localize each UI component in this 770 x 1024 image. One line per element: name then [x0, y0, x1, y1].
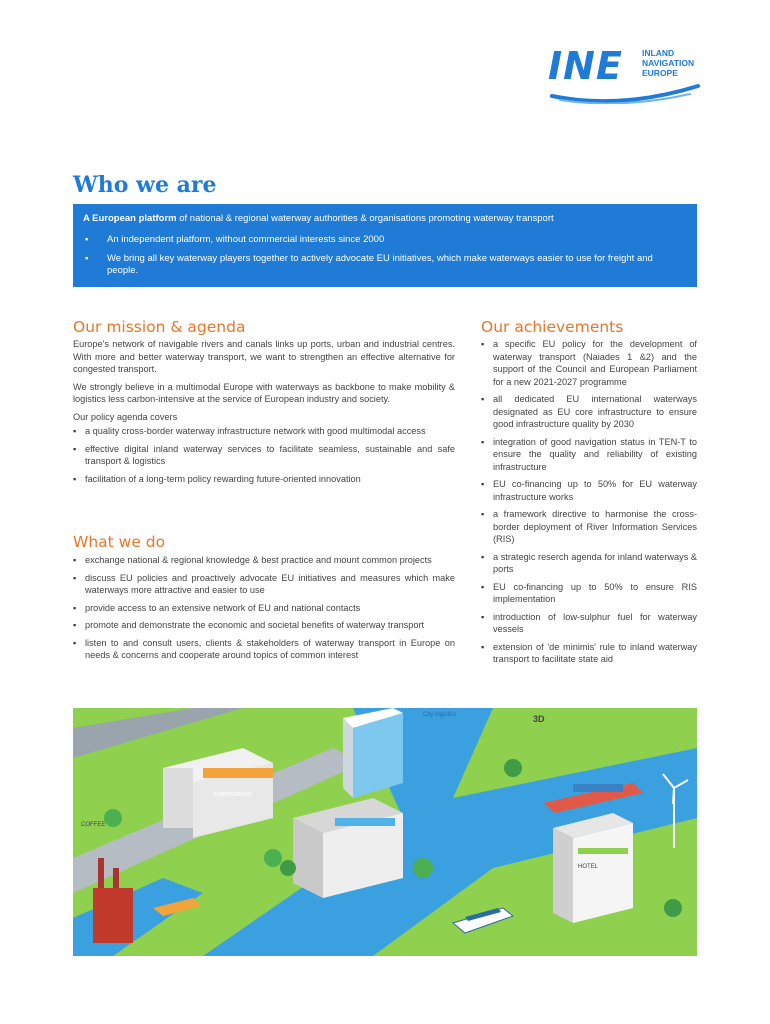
illustration-label: City logistics — [423, 712, 457, 718]
logo-text — [642, 48, 694, 78]
banner-intro-rest: of national & regional waterway authorities & organisations promoting waterway transport — [176, 213, 554, 224]
banner-bullet: ▪ We bring all key waterway players together to actively advocate EU initiatives, which make waterways easier to use for freight and people. — [85, 253, 685, 277]
illustration-label: HOTEL — [578, 864, 599, 870]
whatwedo-bullet: ▪ exchange national & regional knowledge & best practice and mount common projects — [73, 554, 455, 567]
achievement-bullet: ▪ EU co-financing up to 50% for EU waterway infrastructure works — [481, 478, 697, 503]
banner-bullets — [85, 234, 685, 284]
achievement-bullet: ▪ introduction of low-sulphur fuel for waterway vessels — [481, 611, 697, 636]
achievement-bullet: ▪ a specific EU policy for the development of waterway transport (Naiades 1 &2) and the support of the Council and European Parliament for a new 2021-2027 programme — [481, 338, 697, 388]
achievement-bullet: ▪ a strategic reserch agenda for inland waterways & ports — [481, 551, 697, 576]
achievement-bullet: ▪ extension of 'de minimis' rule to inland waterway transport to facilitate state aid — [481, 641, 697, 666]
banner-intro-bold: A European platform — [83, 213, 177, 224]
intro-banner — [73, 204, 697, 287]
achievement-bullet: ▪ all dedicated EU international waterways designated as EU core infrastructure to ensure good infrastructure quality by 2030 — [481, 393, 697, 431]
achievements-section — [481, 338, 697, 671]
illustration-label: 3D — [533, 714, 545, 724]
mission-heading: Our mission & agenda — [73, 318, 246, 336]
logo-mark: INE — [548, 44, 623, 88]
logo-wave-icon — [550, 82, 700, 104]
whatwedo-bullet: ▪ promote and demonstrate the economic and societal benefits of waterway transport — [73, 619, 455, 632]
mission-paragraph: Our policy agenda covers — [73, 411, 178, 422]
whatwedo-bullet: ▪ provide access to an extensive network of EU and national contacts — [73, 602, 455, 615]
whatwedo-bullets — [73, 554, 455, 662]
whatwedo-section — [73, 554, 455, 667]
whatwedo-heading: What we do — [73, 533, 166, 551]
achievements-heading: Our achievements — [481, 318, 624, 336]
city-waterway-illustration — [73, 708, 697, 956]
achievement-bullet: ▪ a framework directive to harmonise the cross-border deployment of River Information Services (RIS) — [481, 508, 697, 546]
logo-line: EUROPE — [642, 68, 678, 78]
illustration-label: COFFEE — [81, 822, 106, 828]
logo-line: NAVIGATION — [642, 58, 695, 68]
ine-logo — [548, 44, 708, 104]
building-icon — [343, 708, 403, 798]
whatwedo-bullet: ▪ listen to and consult users, clients & stakeholders of waterway transport in Europe on needs & concerns and cooperate around topics of common interest — [73, 637, 455, 662]
mission-section — [73, 338, 455, 490]
mission-paragraph: We strongly believe in a multimodal Europe with waterways as backbone to make mobility & logistics less carbon-intensive at the service of European industry and society. — [73, 381, 455, 404]
mission-bullet: ▪ effective digital inland waterway services to facilitate seamless, sustainable and safe transport & logistics — [73, 443, 455, 468]
page-title: Who we are — [73, 172, 217, 198]
illustration-label: supermarket — [213, 791, 252, 798]
banner-intro — [83, 213, 554, 224]
logo-line: INLAND — [642, 48, 675, 58]
achievement-bullet: ▪ integration of good navigation status in TEN-T to ensure the quality and reliability of existing infrastructure — [481, 436, 697, 474]
mission-paragraph: Europe's network of navigable rivers and canals links up ports, urban and industrial centres. With more and better waterway transport, we want to strengthen an effective alternative for congested transport. — [73, 339, 455, 374]
banner-bullet: ▪ An independent platform, without commercial interests since 2000 — [85, 234, 685, 246]
mission-bullets — [73, 425, 455, 485]
achievement-bullet: ▪ EU co-financing up to 50% to ensure RIS implementation — [481, 581, 697, 606]
achievements-bullets — [481, 338, 697, 666]
whatwedo-bullet: ▪ discuss EU policies and proactively advocate EU initiatives and measures which make waterways more attractive and easier to use — [73, 572, 455, 597]
mission-bullet: ▪ facilitation of a long-term policy rewarding future-oriented innovation — [73, 473, 455, 486]
mission-bullet: ▪ a quality cross-border waterway infrastructure network with good multimodal access — [73, 425, 455, 438]
